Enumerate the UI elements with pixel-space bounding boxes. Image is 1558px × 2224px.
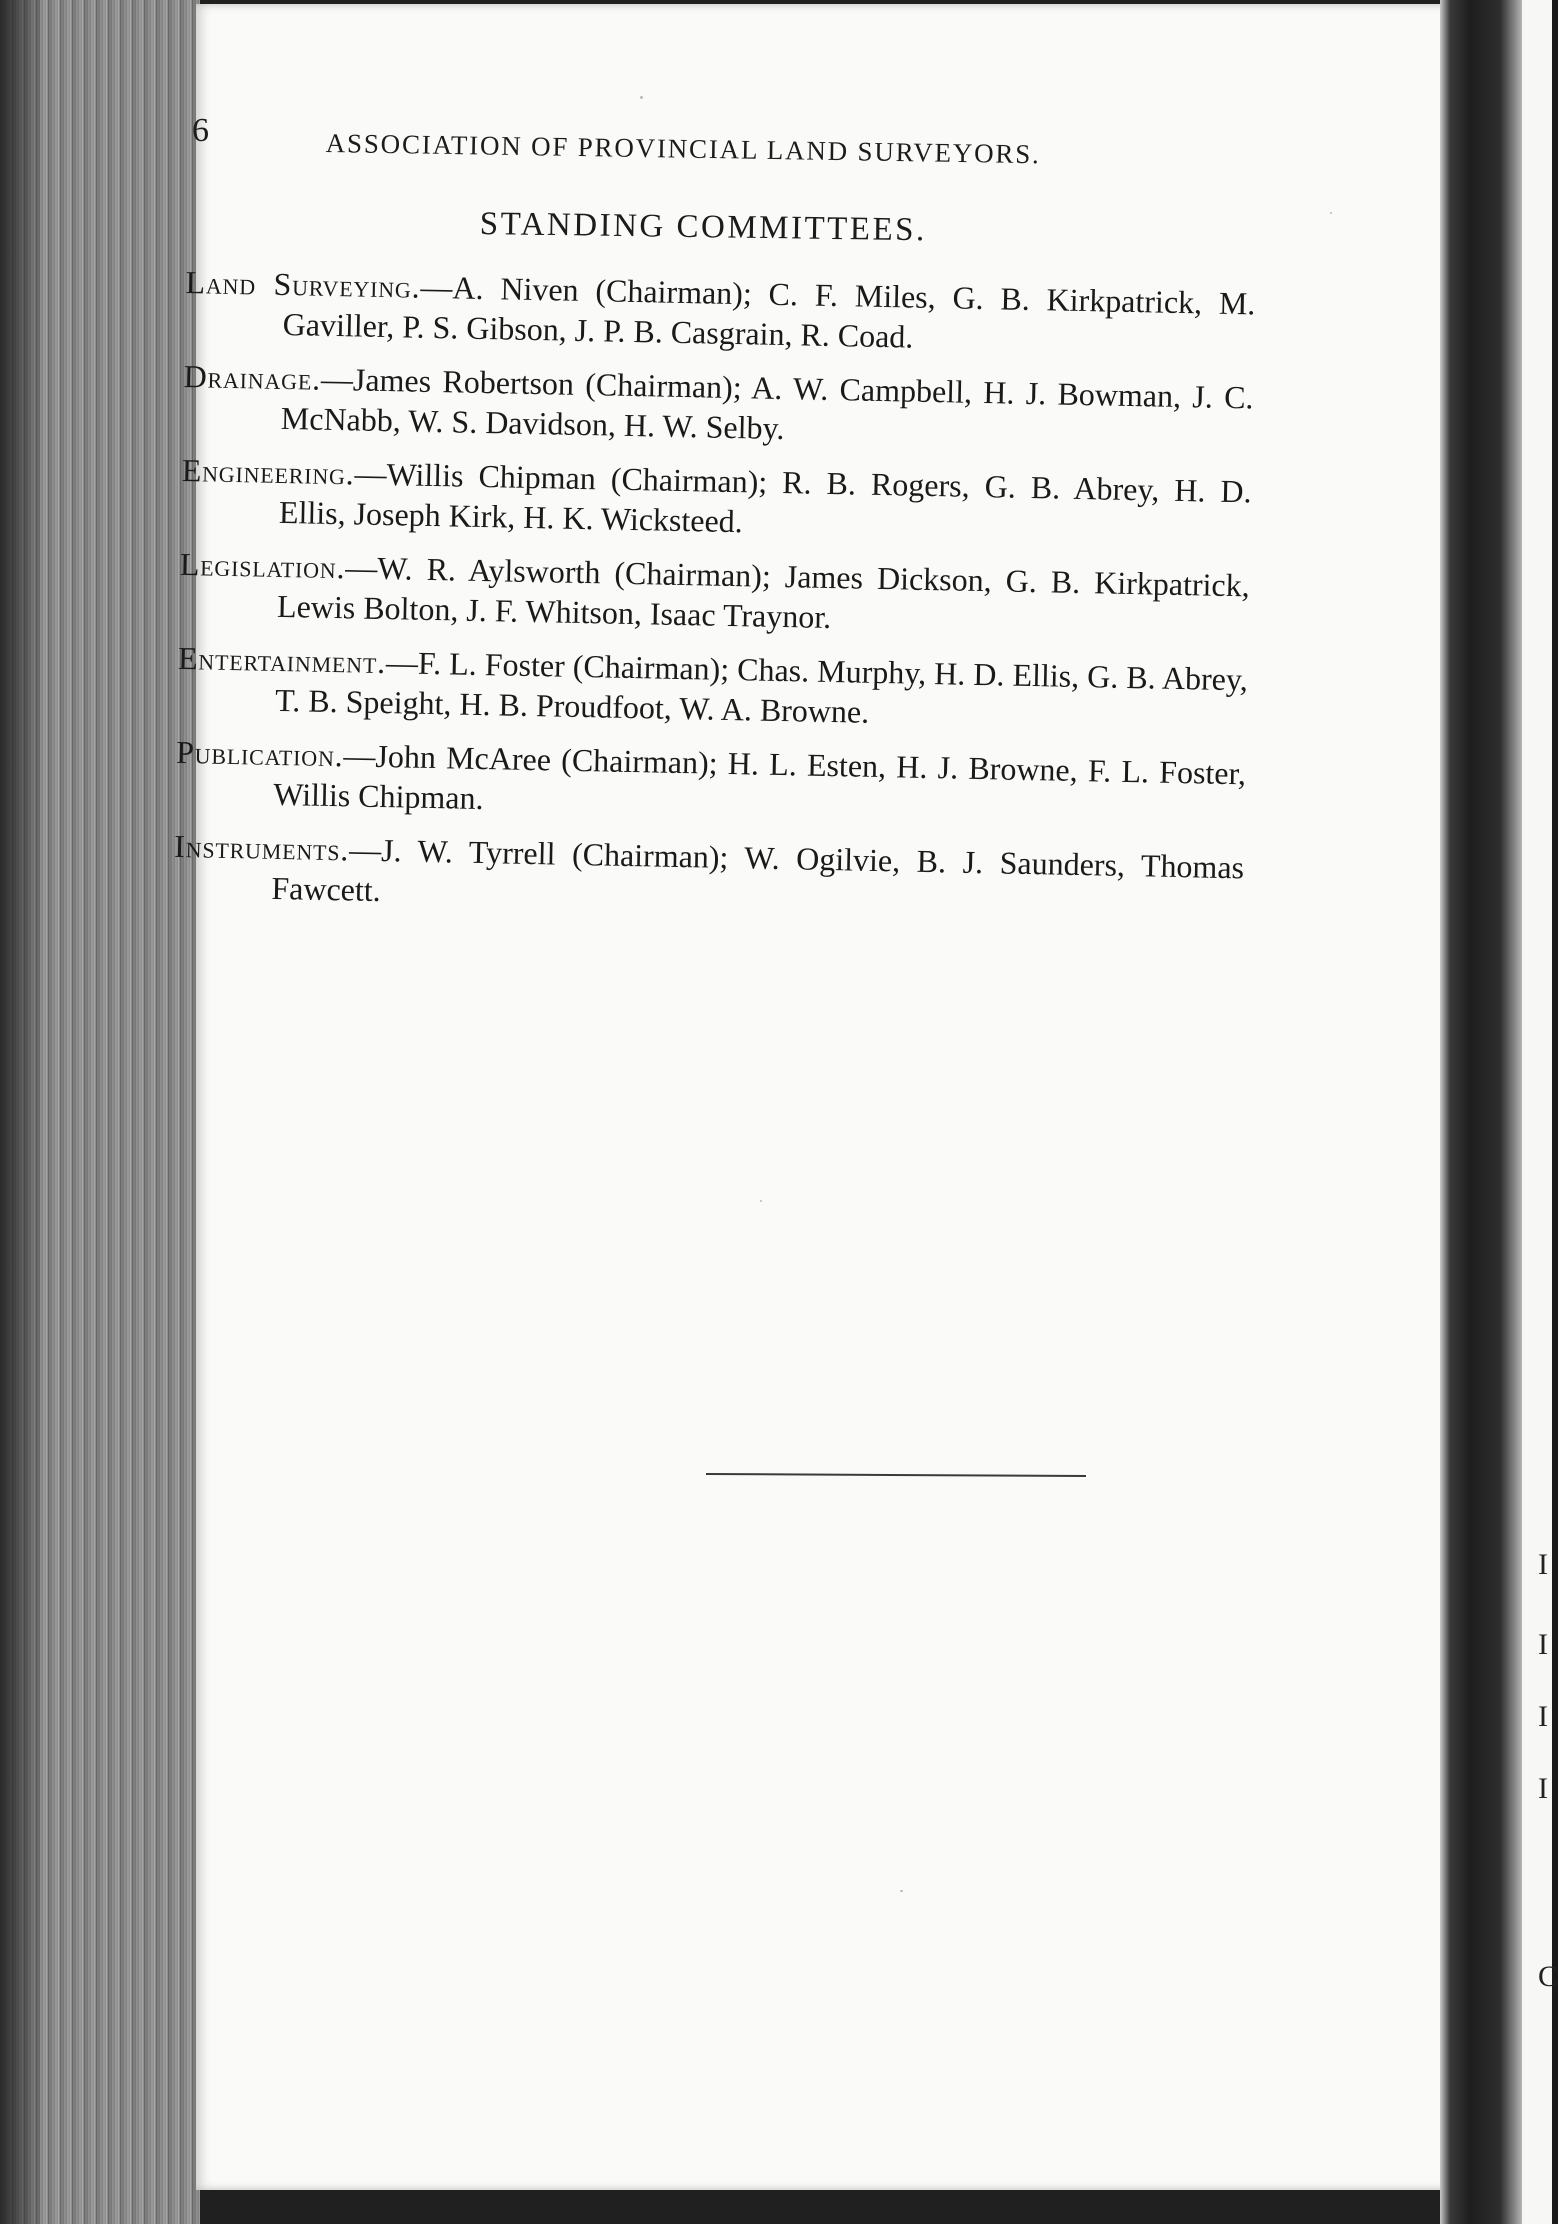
committee-members: —A. Niven (Chairman); C. F. Miles, G. B. Kirkpatrick, M. Gaviller, P. S. Gibson, J. P. B. Casgrain, R. Coad.	[282, 268, 1256, 355]
committee-name: Land Surveying.	[185, 263, 421, 305]
facing-page-letter: C	[1538, 1960, 1558, 1993]
committee-entry	[175, 732, 1246, 833]
section-title: STANDING COMMITTEES.	[479, 206, 927, 249]
committee-name: Legislation.	[179, 545, 346, 586]
committee-entry	[181, 450, 1252, 551]
committee-entry	[177, 638, 1248, 739]
paper-speck	[900, 1890, 903, 1892]
committee-members: —John McAree (Chairman); H. L. Esten, H. J. Browne, F. L. Foster, Willis Chipman.	[272, 737, 1247, 817]
committee-name: Entertainment.	[177, 639, 387, 681]
paper-speck	[1330, 212, 1332, 214]
committee-name: Instruments.	[173, 827, 350, 868]
running-head: ASSOCIATION OF PROVINCIAL LAND SURVEYORS.	[325, 128, 1041, 170]
committee-members: —Willis Chipman (Chairman); R. B. Rogers, G. B. Abrey, H. D. Ellis, Joseph Kirk, H. K. Wicksteed.	[278, 455, 1252, 540]
committee-name: Engineering.	[181, 451, 355, 492]
paper-speck	[640, 96, 643, 99]
committee-name: Publication.	[175, 733, 344, 774]
committee-list	[173, 262, 1256, 941]
committee-members: —J. W. Tyrrell (Chairman); W. Ogilvie, B. J. Saunders, Thomas Fawcett.	[271, 831, 1245, 909]
facing-page-letter: I	[1538, 1772, 1548, 1805]
facing-page-letter: I	[1538, 1548, 1548, 1581]
committee-name: Drainage.	[183, 357, 322, 397]
page-edges-shadow	[0, 0, 40, 2224]
committee-members: —F. L. Foster (Chairman); Chas. Murphy, H. D. Ellis, G. B. Abrey, T. B. Speight, H. B. Proudfoot, W. A. Browne.	[274, 644, 1249, 730]
committee-members: —W. R. Aylsworth (Chairman); James Dickson, G. B. Kirkpatrick, Lewis Bolton, J. F. Whitson, Isaac Traynor.	[276, 549, 1251, 636]
committee-entry	[183, 356, 1254, 457]
committee-entry	[173, 826, 1244, 927]
facing-page-letter: I	[1538, 1628, 1548, 1661]
page-number: 6	[192, 112, 209, 149]
facing-page-edge	[1522, 0, 1552, 2224]
facing-page-letter: I	[1538, 1700, 1548, 1733]
committee-members: —James Robertson (Chairman); A. W. Campbell, H. J. Bowman, J. C. McNabb, W. S. Davidson, H. W. Selby.	[280, 360, 1254, 447]
paper-speck	[760, 1200, 762, 1202]
committee-entry	[179, 544, 1250, 645]
